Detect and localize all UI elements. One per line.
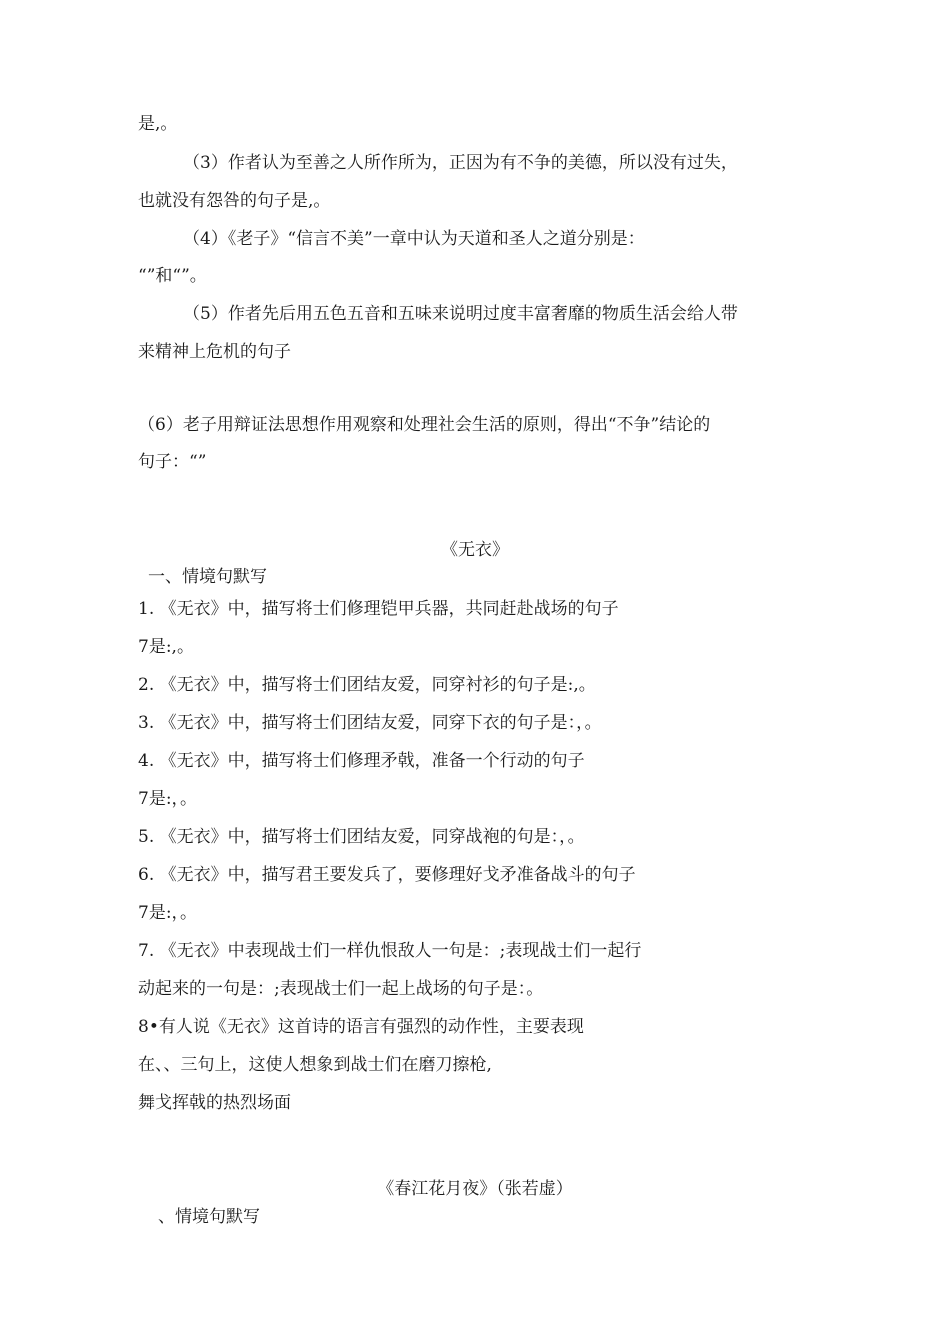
- list-item: 1. 《无衣》中，描写将士们修理铠甲兵器，共同赶赴战场的句子: [138, 599, 619, 619]
- list-item: 7是:,。: [138, 637, 194, 657]
- list-item: 7是:，。: [138, 789, 198, 809]
- chunjiang-section-heading: 、情境句默写: [158, 1207, 260, 1227]
- list-item: 2. 《无衣》中，描写将士们团结友爱，同穿衬衫的句子是:,。: [138, 675, 596, 695]
- list-item: 在、、三句上，这使人想象到战士们在磨刀擦枪,: [138, 1055, 492, 1075]
- question-4-line-1: （4）《老子》“信言不美”一章中认为天道和圣人之道分别是：: [183, 229, 645, 249]
- text-line: 是,。: [138, 114, 178, 134]
- list-item: 8•有人说《无衣》这首诗的语言有强烈的动作性，主要表现: [138, 1017, 584, 1037]
- wuyi-title: 《无衣》: [441, 540, 509, 560]
- question-5-line-1: （5）作者先后用五色五音和五味来说明过度丰富奢靡的物质生活会给人带: [183, 304, 738, 324]
- wuyi-section-heading: 一、情境句默写: [148, 567, 267, 587]
- list-item: 5. 《无衣》中，描写将士们团结友爱，同穿战袍的句是：，。: [138, 827, 585, 847]
- question-5-line-2: 来精神上危机的句子: [138, 342, 291, 362]
- list-item: 舞戈挥戟的热烈场面: [138, 1093, 291, 1113]
- question-6-line-1: （6）老子用辩证法思想作用观察和处理社会生活的原则，得出“不争”结论的: [138, 415, 711, 435]
- question-4-line-2: “”和“”。: [138, 266, 207, 286]
- question-3-line-2: 也就没有怨咎的句子是,。: [138, 191, 331, 211]
- list-item: 4. 《无衣》中，描写将士们修理矛戟，准备一个行动的句子: [138, 751, 585, 771]
- list-item: 6. 《无衣》中，描写君王要发兵了，要修理好戈矛准备战斗的句子: [138, 865, 636, 885]
- list-item: 动起来的一句是：;表现战士们一起上战场的句子是：。: [138, 979, 544, 999]
- question-3-line-1: （3）作者认为至善之人所作所为，正因为有不争的美德，所以没有过失，: [183, 153, 738, 173]
- list-item: 7是:，。: [138, 903, 198, 923]
- question-6-line-2: 句子：“”: [138, 452, 207, 472]
- chunjiang-title: 《春江花月夜》（张若虚）: [377, 1179, 573, 1199]
- list-item: 7. 《无衣》中表现战士们一样仇恨敌人一句是：;表现战士们一起行: [138, 941, 642, 961]
- list-item: 3. 《无衣》中，描写将士们团结友爱，同穿下衣的句子是：，。: [138, 713, 602, 733]
